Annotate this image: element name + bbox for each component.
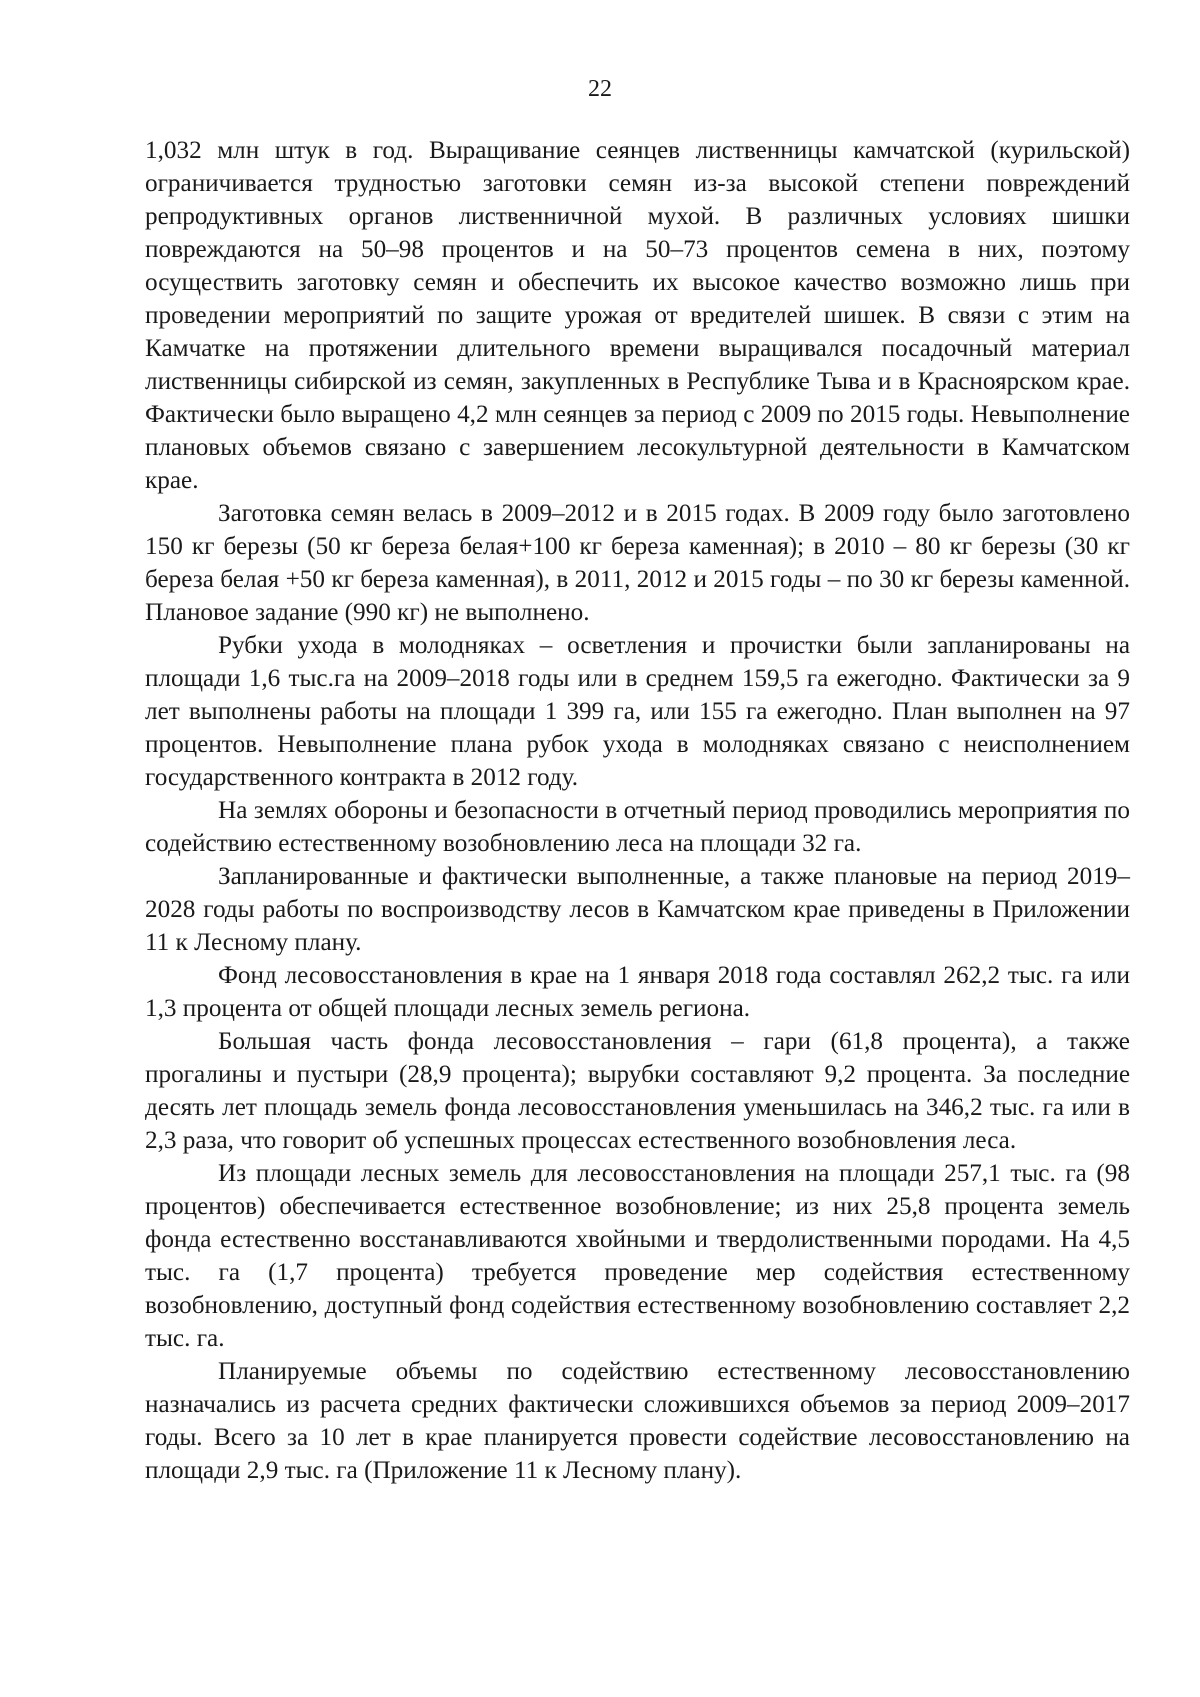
paragraph-continuation: 1,032 млн штук в год. Выращивание сеянцев лиственницы камчатской (курильской) ограничивается трудностью заготовки семян из-за высокой степени повреждений репродуктивных органов лиственничной мухой. В различных условиях шишки повреждаются на 50–98 процентов и на 50–73 процентов семена в них, поэтому осуществить заготовку семян и обеспечить их высокое качество возможно лишь при проведении мероприятий по защите урожая от вредителей шишек. В связи с этим на Камчатке на протяжении длительного времени выращивался посадочный материал лиственницы сибирской из семян, закупленных в Республике Тыва и в Красноярском крае. Фактически было выращено 4,2 млн сеянцев за период с 2009 по 2015 годы. Невыполнение плановых объемов связано с завершением лесокультурной деятельности в Камчатском крае. xyxy=(145,137,1130,494)
paragraph-fund-structure: Большая часть фонда лесовосстановления – гари (61,8 процента), а также прогалины и пустыри (28,9 процента); вырубки составляют 9,2 процента. За последние десять лет площадь земель фонда лесовосстановления уменьшилась на 346,2 тыс. га или в 2,3 раза, что говорит об успешных процессах естественного возобновления леса. xyxy=(145,1028,1130,1154)
page-number: 22 xyxy=(588,76,612,102)
paragraph-appendix-reference: Запланированные и фактически выполненные, а также плановые на период 2019–2028 годы работы по воспроизводству лесов в Камчатском крае приведены в Приложении 11 к Лесному плану. xyxy=(145,863,1130,956)
paragraph-defense-lands: На землях обороны и безопасности в отчетный период проводились мероприятия по содействию естественному возобновлению леса на площади 32 га. xyxy=(145,797,1130,857)
paragraph-thinning: Рубки ухода в молодняках – осветления и прочистки были запланированы на площади 1,6 тыс.га на 2009–2018 годы или в среднем 159,5 га ежегодно. Фактически за 9 лет выполнены работы на площади 1 399 га, или 155 га ежегодно. План выполнен на 97 процентов. Невыполнение плана рубок ухода в молодняках связано с неисполнением государственного контракта в 2012 году. xyxy=(145,632,1130,791)
paragraph-seed-harvest: Заготовка семян велась в 2009–2012 и в 2015 годах. В 2009 году было заготовлено 150 кг березы (50 кг береза белая+100 кг береза каменная); в 2010 – 80 кг березы (30 кг береза белая +50 кг береза каменная), в 2011, 2012 и 2015 годы – по 30 кг березы каменной. Плановое задание (990 кг) не выполнено. xyxy=(145,500,1130,626)
paragraph-natural-regeneration: Из площади лесных земель для лесовосстановления на площади 257,1 тыс. га (98 процентов) обеспечивается естественное возобновление; из них 25,8 процента земель фонда естественно восстанавливаются хвойными и твердолиственными породами. На 4,5 тыс. га (1,7 процента) требуется проведение мер содействия естественному возобновлению, доступный фонд содействия естественному возобновлению составляет 2,2 тыс. га. xyxy=(145,1160,1130,1352)
body-text xyxy=(145,134,1130,1487)
paragraph-planned-volumes: Планируемые объемы по содействию естественному лесовосстановлению назначались из расчета средних фактически сложившихся объемов за период 2009–2017 годы. Всего за 10 лет в крае планируется провести содействие лесовосстановлению на площади 2,9 тыс. га (Приложение 11 к Лесному плану). xyxy=(145,1358,1130,1484)
paragraph-reforestation-fund: Фонд лесовосстановления в крае на 1 января 2018 года составлял 262,2 тыс. га или 1,3 процента от общей площади лесных земель региона. xyxy=(145,962,1130,1022)
